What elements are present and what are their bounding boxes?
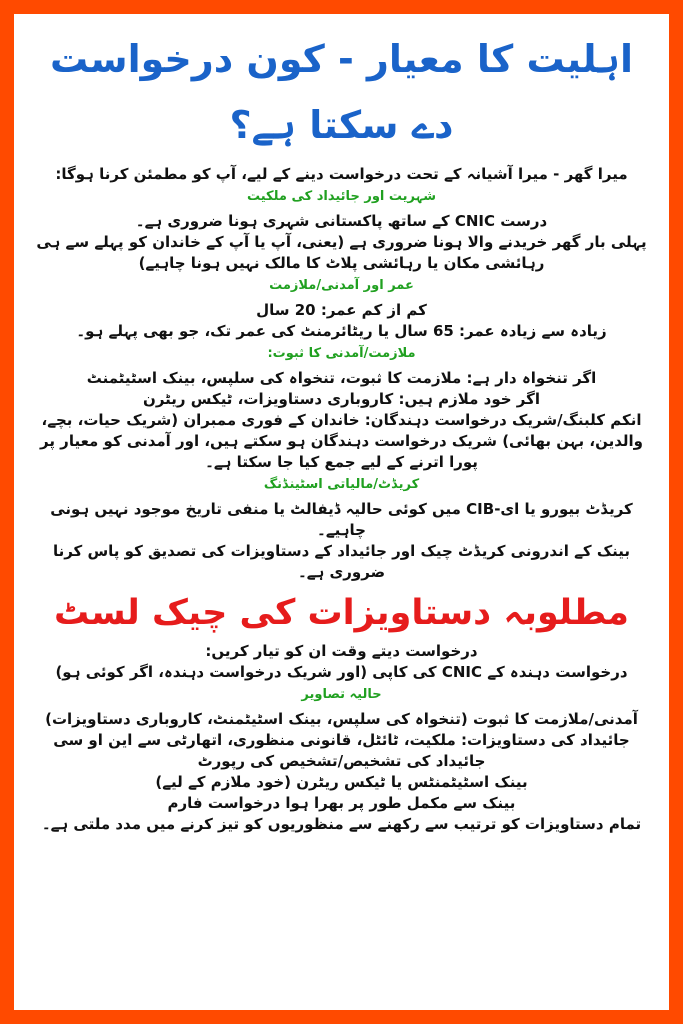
organize-documents-note: تمام دستاویزات کو ترتیب سے رکھنے سے منظوریوں کو تیز کرنے میں مدد ملتی ہے۔: [41, 815, 642, 833]
max-age-line: زیادہ سے زیادہ عمر: 65 سال یا ریٹائرمنٹ کی عمر تک، جو بھی پہلے ہو۔: [76, 322, 607, 340]
recent-photos-heading: حالیہ تصاویر: [301, 687, 382, 702]
document-page: [14, 14, 669, 1010]
section-heading-employment-proof: ملازمت/آمدنی کا ثبوت:: [267, 346, 416, 361]
section-heading-age-income: عمر اور آمدنی/ملازمت: [269, 278, 414, 293]
valuation-report-item: جائیداد کی تشخیص/تشخیص کی رپورٹ: [197, 752, 486, 770]
bank-check-line: بینک کے اندرونی کریڈٹ چیک اور جائیداد کے دستاویزات کی تصدیق کو پاس کرنا ضروری ہے۔: [52, 542, 631, 581]
self-employed-line: اگر خود ملازم ہیں: کاروباری دستاویزات، ٹیکس ریٹرن: [143, 390, 540, 408]
salaried-line: اگر تنخواہ دار ہے: ملازمت کا ثبوت، تنخواہ کی سلپس، بینک اسٹیٹمنٹ: [86, 369, 597, 387]
intro-text: میرا گھر - میرا آشیانہ کے تحت درخواست دینے کے لیے، آپ کو مطمئن کرنا ہوگا:: [55, 165, 628, 183]
credit-bureau-line: کریڈٹ بیورو یا ای-CIB میں کوئی حالیہ ڈیفالٹ یا منفی تاریخ موجود نہیں ہونی چاہیے۔: [50, 500, 633, 539]
first-home-line: پہلی بار گھر خریدنے والا ہونا ضروری ہے (یعنی، آپ یا آپ کے خاندان کو پہلے سے ہی رہائشی مکان یا رہائشی پلاٹ کا مالک نہیں ہونا چاہیے): [36, 233, 647, 272]
min-age-line: کم از کم عمر: 20 سال: [256, 301, 427, 319]
property-docs-item: جائیداد کی دستاویزات: ملکیت، ٹائٹل، قانونی منظوری، اتھارٹی سے این او سی: [53, 731, 630, 749]
document-content: [14, 26, 669, 835]
checklist-title: مطلوبہ دستاویزات کی چیک لسٹ: [54, 593, 629, 633]
application-form-item: بینک سے مکمل طور پر بھرا ہوا درخواست فارم: [167, 794, 516, 812]
main-title: اہلیت کا معیار - کون درخواست دے سکتا ہے؟: [49, 37, 634, 147]
bank-statements-item: بینک اسٹیٹمنٹس یا ٹیکس ریٹرن (خود ملازم کے لیے): [155, 773, 528, 791]
citizenship-line: درست CNIC کے ساتھ پاکستانی شہری ہونا ضروری ہے۔: [135, 212, 548, 230]
section-heading-credit: کریڈٹ/مالیاتی اسٹینڈنگ: [263, 477, 420, 492]
income-proof-item: آمدنی/ملازمت کا ثبوت (تنخواہ کی سلپس، بینک اسٹیٹمنٹ، کاروباری دستاویزات): [45, 710, 638, 728]
checklist-intro: درخواست دیتے وقت ان کو تیار کریں:: [205, 642, 478, 660]
income-clubbing-line: انکم کلبنگ/شریک درخواست دہندگان: خاندان کے فوری ممبران (شریک حیات، بچے، والدین، بہن بھائی) شریک درخواست دہندگان ہو سکتے ہیں، اور آمدنی کو معیار پر پورا اترنے کے لیے جمع کیا جا سکتا ہے۔: [40, 411, 643, 471]
cnic-copy-line: درخواست دہندہ کے CNIC کی کاپی (اور شریک درخواست دہندہ، اگر کوئی ہو): [55, 663, 628, 681]
section-heading-citizenship: شہریت اور جائیداد کی ملکیت: [246, 189, 437, 204]
